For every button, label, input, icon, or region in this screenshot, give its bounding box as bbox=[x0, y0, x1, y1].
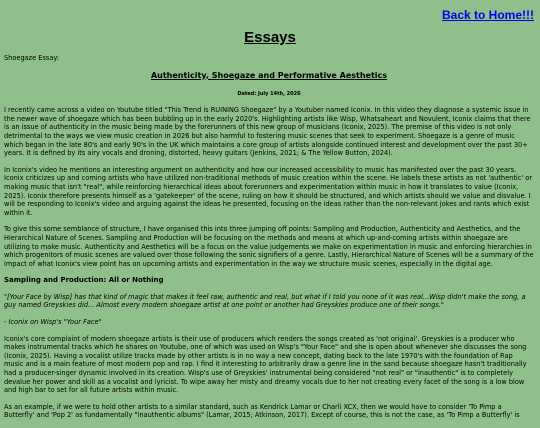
essay-content bbox=[4, 54, 534, 428]
section-heading: Sampling and Production: All or Nothing bbox=[4, 276, 164, 285]
back-to-home-link[interactable]: Back to Home!!! bbox=[441, 8, 534, 22]
essay-date: Dated: July 14th, 2026 bbox=[237, 90, 301, 97]
body-paragraph: As an example, if we were to hold other artists to a similar standard, such as Kendrick Lamar or Charli XCX, then we would have to consider 'To Pimp a Butterfly' and 'Pop 2' as fundamentally "inauthentic albums" (Lamar, 2015; Atkinson, 2017). Except of course, this is not the case, as 'To Pimp a Butterfly' is bbox=[4, 402, 520, 420]
quote-attribution: - Iconix on Wisp's "Your Face" bbox=[4, 318, 102, 327]
intro-paragraph: In Iconix's video he mentions an interesting argument on authenticity and how our increased accessibility to music has manifested over the past 30 years. Iconix criticizes up and coming artists who have utilized non-traditional methods of music creation within the scene. He labels these artists as not 'authentic' or making music that isn't "real", while reinforcing hierarchical ideas about forerunners and experimentation within music in how it translates to value (Iconix, 2025). Iconix therefore presents himself as a 'gatekeeper' of the scene, ruling on how it should be structured, and which artists should we value and disvalue. I will be responding to Iconix's video and arguing against the ideas he presented, focusing on the ideas rather than the non-relevant jokes and rants which exist within it. bbox=[4, 165, 533, 217]
essay-label: Shoegaze Essay: bbox=[4, 54, 60, 62]
block-quote: "[Your Face by Wisp] has that kind of magic that makes it feel raw, authentic and real, but what if I told you none of it was real...Wisp didn't make the song, a guy named Greyskies did... Almost every modern shoegaze artist at one point or another had Greyskies produce one of their songs." bbox=[4, 292, 526, 310]
body-paragraph: Iconix's core complaint of modern shoegaze artists is their use of producers which renders the songs created as 'not original'. Greyskies is a producer who makes instrumental tracks which he shares on Youtube, one of which was used on Wisp's "Your Face" and she is open about whenever she discusses the song (Iconix, 2025). Having a vocalist utilize tracks made by other artists is in no way a new concept, dating back to the late 1970's with the foundation of Rap music and is a main feature of most modern pop and rap. I find it interesting to arbitrarily draw a genre line in the sand because shoegaze hasn't traditionally had a producer-singer dynamic involved in its creation. Wisp's use of Greyskies' instrumental being considered "not real" or "inauthentic" is to completely devalue her power and skill as a vocalist and lyricist. To wipe away her misty and dreamy vocals due to her not creating every facet of the song is a low blow and high bar to set for all future artists within music. bbox=[4, 334, 527, 395]
intro-paragraph: I recently came across a video on Youtube titled "This Trend is RUINING Shoegaze" by a Youtuber named Iconix. In this video they diagnose a systemic issue in the newer wave of shoegaze which has been bubbling up in the early 2020's. Highlighting artists like Wisp, Whatsaheart and Novulent, Iconix claims that there is an issue of authenticity in the music being made by the forerunners of this new group of musicians (Iconix, 2025). The premise of this video is not only detrimental to the ways we view music creation in 2026 but also harmful to fostering music scenes that seek to experiment. Shoegaze is a genre of music which began in the late 80's and early 90's in the UK which maintains a core group of artists alongside continued interest and development over the past 30+ years. It is defined by its airy vocals and droning, distorted, heavy guitars (Jenkins, 2021; & The Yellow Button, 2024). bbox=[4, 106, 531, 158]
page-title: Essays bbox=[244, 29, 296, 46]
essay-heading: Authenticity, Shoegaze and Performative Aesthetics bbox=[150, 70, 388, 80]
intro-paragraph: To give this some semblance of structure, I have organised this into three jumping off points: Sampling and Production, Authenticity and Aesthetics, and the Hierarchical Nature of Scenes. Sampling and Production will be focusing on the methods and means at which up-and-coming artists within shoegaze are utilizing to make music. Authenticity and Aesthetics will be a focus on the value judgements we make on experimentation in music and enforcing hierarchies in which progenitors of music scenes are valued over those following the sonic signifiers of a genre. Lastly, Hierarchical Nature of Scenes will be a summary of the impact of what Iconix's view point has on upcoming artists and experimentation in the way we structure music scenes, especially in the digital age. bbox=[4, 225, 534, 268]
